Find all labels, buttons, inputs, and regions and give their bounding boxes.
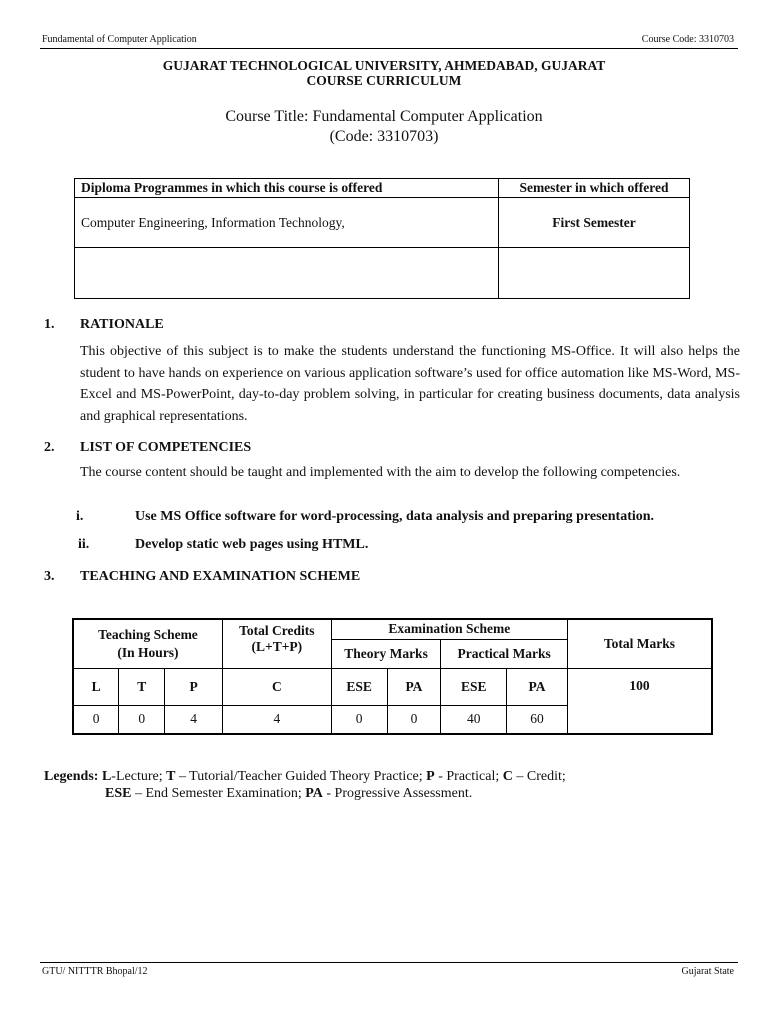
competency-item: Develop static web pages using HTML. xyxy=(135,537,369,552)
value-practical-ese: 40 xyxy=(441,705,507,734)
section-title-competencies: LIST OF COMPETENCIES xyxy=(80,440,252,455)
legend-label: Legends: xyxy=(44,769,99,784)
competency-number: i. xyxy=(76,509,84,524)
sub-header-t: T xyxy=(119,668,165,705)
page-header-right: Course Code: 3310703 xyxy=(641,34,734,45)
legend-line-2 xyxy=(105,786,472,802)
legend-desc: – Tutorial/Teacher Guided Theory Practice; xyxy=(175,769,427,784)
sub-header-practical-pa: PA xyxy=(507,668,568,705)
legend-entries xyxy=(102,769,566,784)
examination-scheme-header: Examination Scheme xyxy=(331,619,567,639)
value-c: 4 xyxy=(222,705,331,734)
legend-key: PA xyxy=(305,786,323,801)
programmes-table xyxy=(74,178,690,299)
practical-marks-header: Practical Marks xyxy=(441,639,568,668)
sub-header-p: P xyxy=(165,668,223,705)
total-credits-label: Total Credits xyxy=(239,623,315,638)
university-name: GUJARAT TECHNOLOGICAL UNIVERSITY, AHMEDABAD, GUJARAT xyxy=(162,58,606,73)
legend-desc: – End Semester Examination; xyxy=(131,786,306,801)
theory-marks-header: Theory Marks xyxy=(331,639,441,668)
value-l: 0 xyxy=(73,705,119,734)
programmes-col-header: Diploma Programmes in which this course is offered xyxy=(75,179,499,198)
competencies-intro: The course content should be taught and implemented with the aim to develop the following competencies. xyxy=(80,465,681,480)
empty-cell xyxy=(75,248,499,299)
course-title-block xyxy=(0,107,768,147)
total-marks-value: 100 xyxy=(567,668,712,734)
sub-header-theory-ese: ESE xyxy=(331,668,387,705)
legend-line-1 xyxy=(44,768,566,786)
value-p: 4 xyxy=(165,705,223,734)
value-practical-pa: 60 xyxy=(507,705,568,734)
curriculum-label: COURSE CURRICULUM xyxy=(306,73,462,88)
section-title-scheme: TEACHING AND EXAMINATION SCHEME xyxy=(80,569,361,584)
section-title-rationale: RATIONALE xyxy=(80,317,164,332)
competency-item: Use MS Office software for word-processing, data analysis and preparing presentation. xyxy=(135,509,655,524)
legend-key: P xyxy=(426,769,435,784)
legend-desc: - Practical; xyxy=(434,769,503,784)
section-number: 3. xyxy=(44,569,55,584)
header-rule xyxy=(40,48,738,49)
total-marks-header: Total Marks xyxy=(567,619,712,668)
section-number: 2. xyxy=(44,440,55,455)
empty-cell xyxy=(499,248,690,299)
programmes-cell: Computer Engineering, Information Technology, xyxy=(75,198,499,248)
page-footer-left: GTU/ NITTTR Bhopal/12 xyxy=(42,966,148,977)
footer-rule xyxy=(40,962,738,963)
legend-desc: -Lecture; xyxy=(111,769,167,784)
semester-cell: First Semester xyxy=(499,198,690,248)
legend-desc: - Progressive Assessment. xyxy=(322,786,473,801)
teaching-exam-table xyxy=(72,618,713,735)
legend-key: C xyxy=(502,769,513,784)
value-theory-pa: 0 xyxy=(387,705,441,734)
sub-header-practical-ese: ESE xyxy=(441,668,507,705)
university-heading xyxy=(0,58,768,88)
legend-key: ESE xyxy=(105,786,132,801)
total-credits-header xyxy=(222,619,331,668)
semester-col-header: Semester in which offered xyxy=(499,179,690,198)
ltp-label: (L+T+P) xyxy=(251,639,303,654)
teaching-scheme-header xyxy=(73,619,222,668)
teaching-scheme-label: Teaching Scheme xyxy=(98,626,198,642)
competency-number: ii. xyxy=(78,537,90,552)
course-code: (Code: 3310703) xyxy=(329,128,439,145)
legend-key: L xyxy=(101,769,112,784)
legend-key: T xyxy=(166,769,176,784)
legend-desc: – Credit; xyxy=(512,769,566,784)
sub-header-c: C xyxy=(222,668,331,705)
section-number: 1. xyxy=(44,317,55,332)
value-t: 0 xyxy=(119,705,165,734)
page-header-left: Fundamental of Computer Application xyxy=(42,34,197,45)
value-theory-ese: 0 xyxy=(331,705,387,734)
sub-header-l: L xyxy=(73,668,119,705)
rationale-paragraph: This objective of this subject is to make the students understand the functioning MS-Office. It will also helps the student to have hands on experience on various application software’s used for office automation like MS-Word, MS-Excel and MS-PowerPoint, day-to-day problem solving, in particular for creating business documents, data analysis and graphical representations. xyxy=(80,344,740,424)
page-footer-right: Gujarat State xyxy=(681,966,734,977)
in-hours-label: (In Hours) xyxy=(117,644,179,660)
sub-header-theory-pa: PA xyxy=(387,668,441,705)
course-title: Course Title: Fundamental Computer Application xyxy=(225,108,543,125)
